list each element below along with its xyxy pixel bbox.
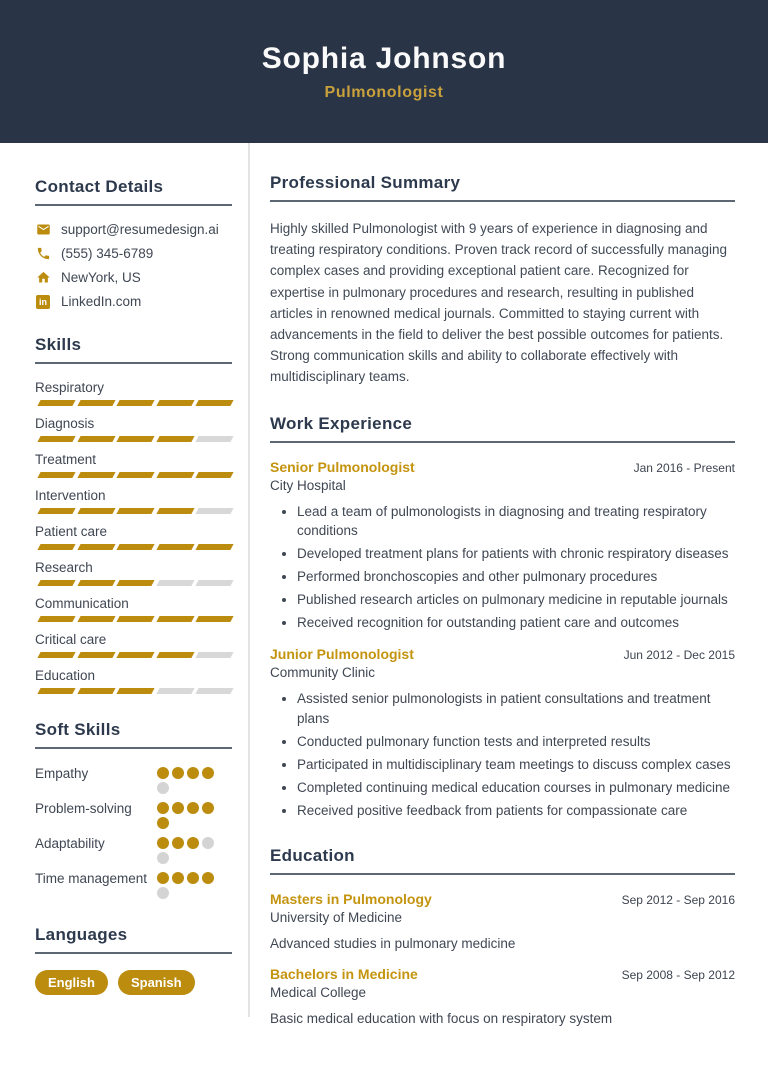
language-badge: Spanish bbox=[118, 970, 195, 995]
experience-section bbox=[270, 414, 735, 821]
degree-title: Bachelors in Medicine bbox=[270, 966, 418, 983]
soft-skill-label: Empathy bbox=[35, 766, 89, 781]
soft-skills-heading: Soft Skills bbox=[35, 720, 121, 739]
soft-skill-dots bbox=[157, 800, 221, 829]
soft-skill-item bbox=[35, 870, 232, 899]
soft-skill-item bbox=[35, 800, 232, 829]
education-description: Basic medical education with focus on respiratory system bbox=[270, 1011, 613, 1027]
main-column bbox=[250, 143, 768, 1027]
skill-level-bar bbox=[35, 688, 232, 694]
job-header bbox=[270, 646, 735, 662]
contact-item-phone bbox=[35, 246, 232, 261]
job-bullet: • Performed bronchoscopies and other pulmonary procedures bbox=[297, 567, 735, 586]
soft-skill-label: Time management bbox=[35, 871, 148, 886]
skill-item bbox=[35, 668, 232, 694]
soft-skill-dots bbox=[157, 835, 221, 864]
job-title: Senior Pulmonologist bbox=[270, 458, 415, 475]
skill-item bbox=[35, 416, 232, 442]
contact-item-email bbox=[35, 222, 232, 237]
education-header bbox=[270, 891, 735, 907]
contact-linkedin-text: LinkedIn.com bbox=[61, 294, 142, 309]
linkedin-icon: in bbox=[35, 294, 51, 309]
job-bullet: • Lead a team of pulmonologists in diagnosing and treating respiratory conditions bbox=[297, 502, 735, 540]
heading-rule bbox=[270, 200, 735, 202]
job-bullet-list bbox=[270, 689, 735, 820]
skill-label: Treatment bbox=[35, 452, 97, 467]
job-bullet: • Received positive feedback from patients for compassionate care bbox=[297, 801, 735, 820]
job-entry bbox=[270, 646, 735, 820]
school-name: University of Medicine bbox=[270, 910, 403, 926]
email-icon bbox=[35, 222, 51, 237]
skill-level-bar bbox=[35, 436, 232, 442]
candidate-role: Pulmonologist bbox=[324, 83, 444, 101]
job-bullet: • Received recognition for outstanding patient care and outcomes bbox=[297, 613, 735, 632]
soft-skill-dots bbox=[157, 765, 221, 794]
education-entry bbox=[270, 891, 735, 951]
phone-icon bbox=[35, 246, 51, 261]
education-entry bbox=[270, 966, 735, 1026]
job-bullet: • Completed continuing medical education courses in pulmonary medicine bbox=[297, 778, 735, 797]
soft-skill-dots bbox=[157, 870, 221, 899]
skills-heading: Skills bbox=[35, 335, 82, 354]
summary-heading: Professional Summary bbox=[270, 173, 461, 192]
candidate-name: Sophia Johnson bbox=[261, 41, 507, 75]
job-company: Community Clinic bbox=[270, 665, 376, 681]
sidebar bbox=[0, 143, 250, 1017]
home-icon bbox=[35, 270, 51, 285]
language-badges bbox=[35, 970, 232, 995]
skill-level-bar bbox=[35, 616, 232, 622]
education-dates: Sep 2012 - Sep 2016 bbox=[621, 893, 735, 908]
language-badge: English bbox=[35, 970, 108, 995]
heading-rule bbox=[270, 441, 735, 443]
heading-rule bbox=[35, 204, 232, 206]
languages-heading: Languages bbox=[35, 925, 128, 944]
contact-item-location bbox=[35, 270, 232, 285]
job-bullet: • Conducted pulmonary function tests and interpreted results bbox=[297, 732, 735, 751]
soft-skill-label: Problem-solving bbox=[35, 801, 132, 816]
skills-section bbox=[35, 335, 232, 694]
education-description: Advanced studies in pulmonary medicine bbox=[270, 936, 516, 952]
job-header bbox=[270, 459, 735, 475]
skill-level-bar bbox=[35, 652, 232, 658]
skill-level-bar bbox=[35, 400, 232, 406]
skill-level-bar bbox=[35, 544, 232, 550]
job-entry bbox=[270, 459, 735, 633]
job-bullet: • Developed treatment plans for patients with chronic respiratory diseases bbox=[297, 544, 735, 563]
skill-item bbox=[35, 560, 232, 586]
job-bullet: • Assisted senior pulmonologists in patient consultations and treatment plans bbox=[297, 689, 735, 727]
skill-label: Education bbox=[35, 668, 96, 683]
education-section bbox=[270, 846, 735, 1026]
skill-label: Respiratory bbox=[35, 380, 105, 395]
job-bullet-list bbox=[270, 502, 735, 633]
contact-location-text: NewYork, US bbox=[61, 270, 141, 285]
soft-skills-section bbox=[35, 720, 232, 899]
skill-level-bar bbox=[35, 508, 232, 514]
job-title: Junior Pulmonologist bbox=[270, 646, 414, 663]
job-dates: Jun 2012 - Dec 2015 bbox=[623, 648, 735, 663]
summary-text: Highly skilled Pulmonologist with 9 years of experience in diagnosing and treating respiratory conditions. Proven track record of successfully managing complex cases and providing exceptional patient care. Recognized for expertise in pulmonary procedures and research, resulting in published articles in renowned medical journals. Committed to staying current with advancements in the field to deliver the best possible outcomes for patients. Strong communication skills and ability to collaborate effectively with multidisciplinary teams. bbox=[270, 221, 727, 385]
contact-phone-text: (555) 345-6789 bbox=[61, 246, 154, 261]
contact-section bbox=[35, 177, 232, 309]
skill-item bbox=[35, 596, 232, 622]
contact-email-text: support@resumedesign.ai bbox=[61, 222, 219, 237]
resume-header bbox=[0, 0, 768, 143]
education-header bbox=[270, 966, 735, 982]
skill-label: Critical care bbox=[35, 632, 107, 647]
soft-skill-item bbox=[35, 765, 232, 794]
skill-label: Patient care bbox=[35, 524, 108, 539]
heading-rule bbox=[35, 747, 232, 749]
skill-item bbox=[35, 524, 232, 550]
degree-title: Masters in Pulmonology bbox=[270, 891, 432, 908]
languages-section bbox=[35, 925, 232, 995]
skill-item bbox=[35, 380, 232, 406]
skill-level-bar bbox=[35, 580, 232, 586]
skill-label: Communication bbox=[35, 596, 129, 611]
heading-rule bbox=[270, 873, 735, 875]
contact-item-linkedin bbox=[35, 294, 232, 309]
skill-label: Intervention bbox=[35, 488, 106, 503]
experience-heading: Work Experience bbox=[270, 413, 413, 433]
soft-skill-item bbox=[35, 835, 232, 864]
soft-skill-label: Adaptability bbox=[35, 836, 105, 851]
skill-item bbox=[35, 488, 232, 514]
education-heading: Education bbox=[270, 846, 355, 866]
job-company: City Hospital bbox=[270, 477, 346, 493]
summary-section bbox=[270, 173, 735, 388]
school-name: Medical College bbox=[270, 985, 367, 1001]
skill-label: Research bbox=[35, 560, 93, 575]
heading-rule bbox=[35, 952, 232, 954]
education-dates: Sep 2008 - Sep 2012 bbox=[621, 968, 735, 983]
resume-body bbox=[0, 143, 768, 1027]
heading-rule bbox=[35, 362, 232, 364]
skill-label: Diagnosis bbox=[35, 416, 95, 431]
skill-item bbox=[35, 452, 232, 478]
job-bullet: • Published research articles on pulmonary medicine in reputable journals bbox=[297, 590, 735, 609]
job-bullet: • Participated in multidisciplinary team meetings to discuss complex cases bbox=[297, 755, 735, 774]
skill-level-bar bbox=[35, 472, 232, 478]
job-dates: Jan 2016 - Present bbox=[633, 460, 735, 475]
skill-item bbox=[35, 632, 232, 658]
contact-heading: Contact Details bbox=[35, 177, 164, 196]
